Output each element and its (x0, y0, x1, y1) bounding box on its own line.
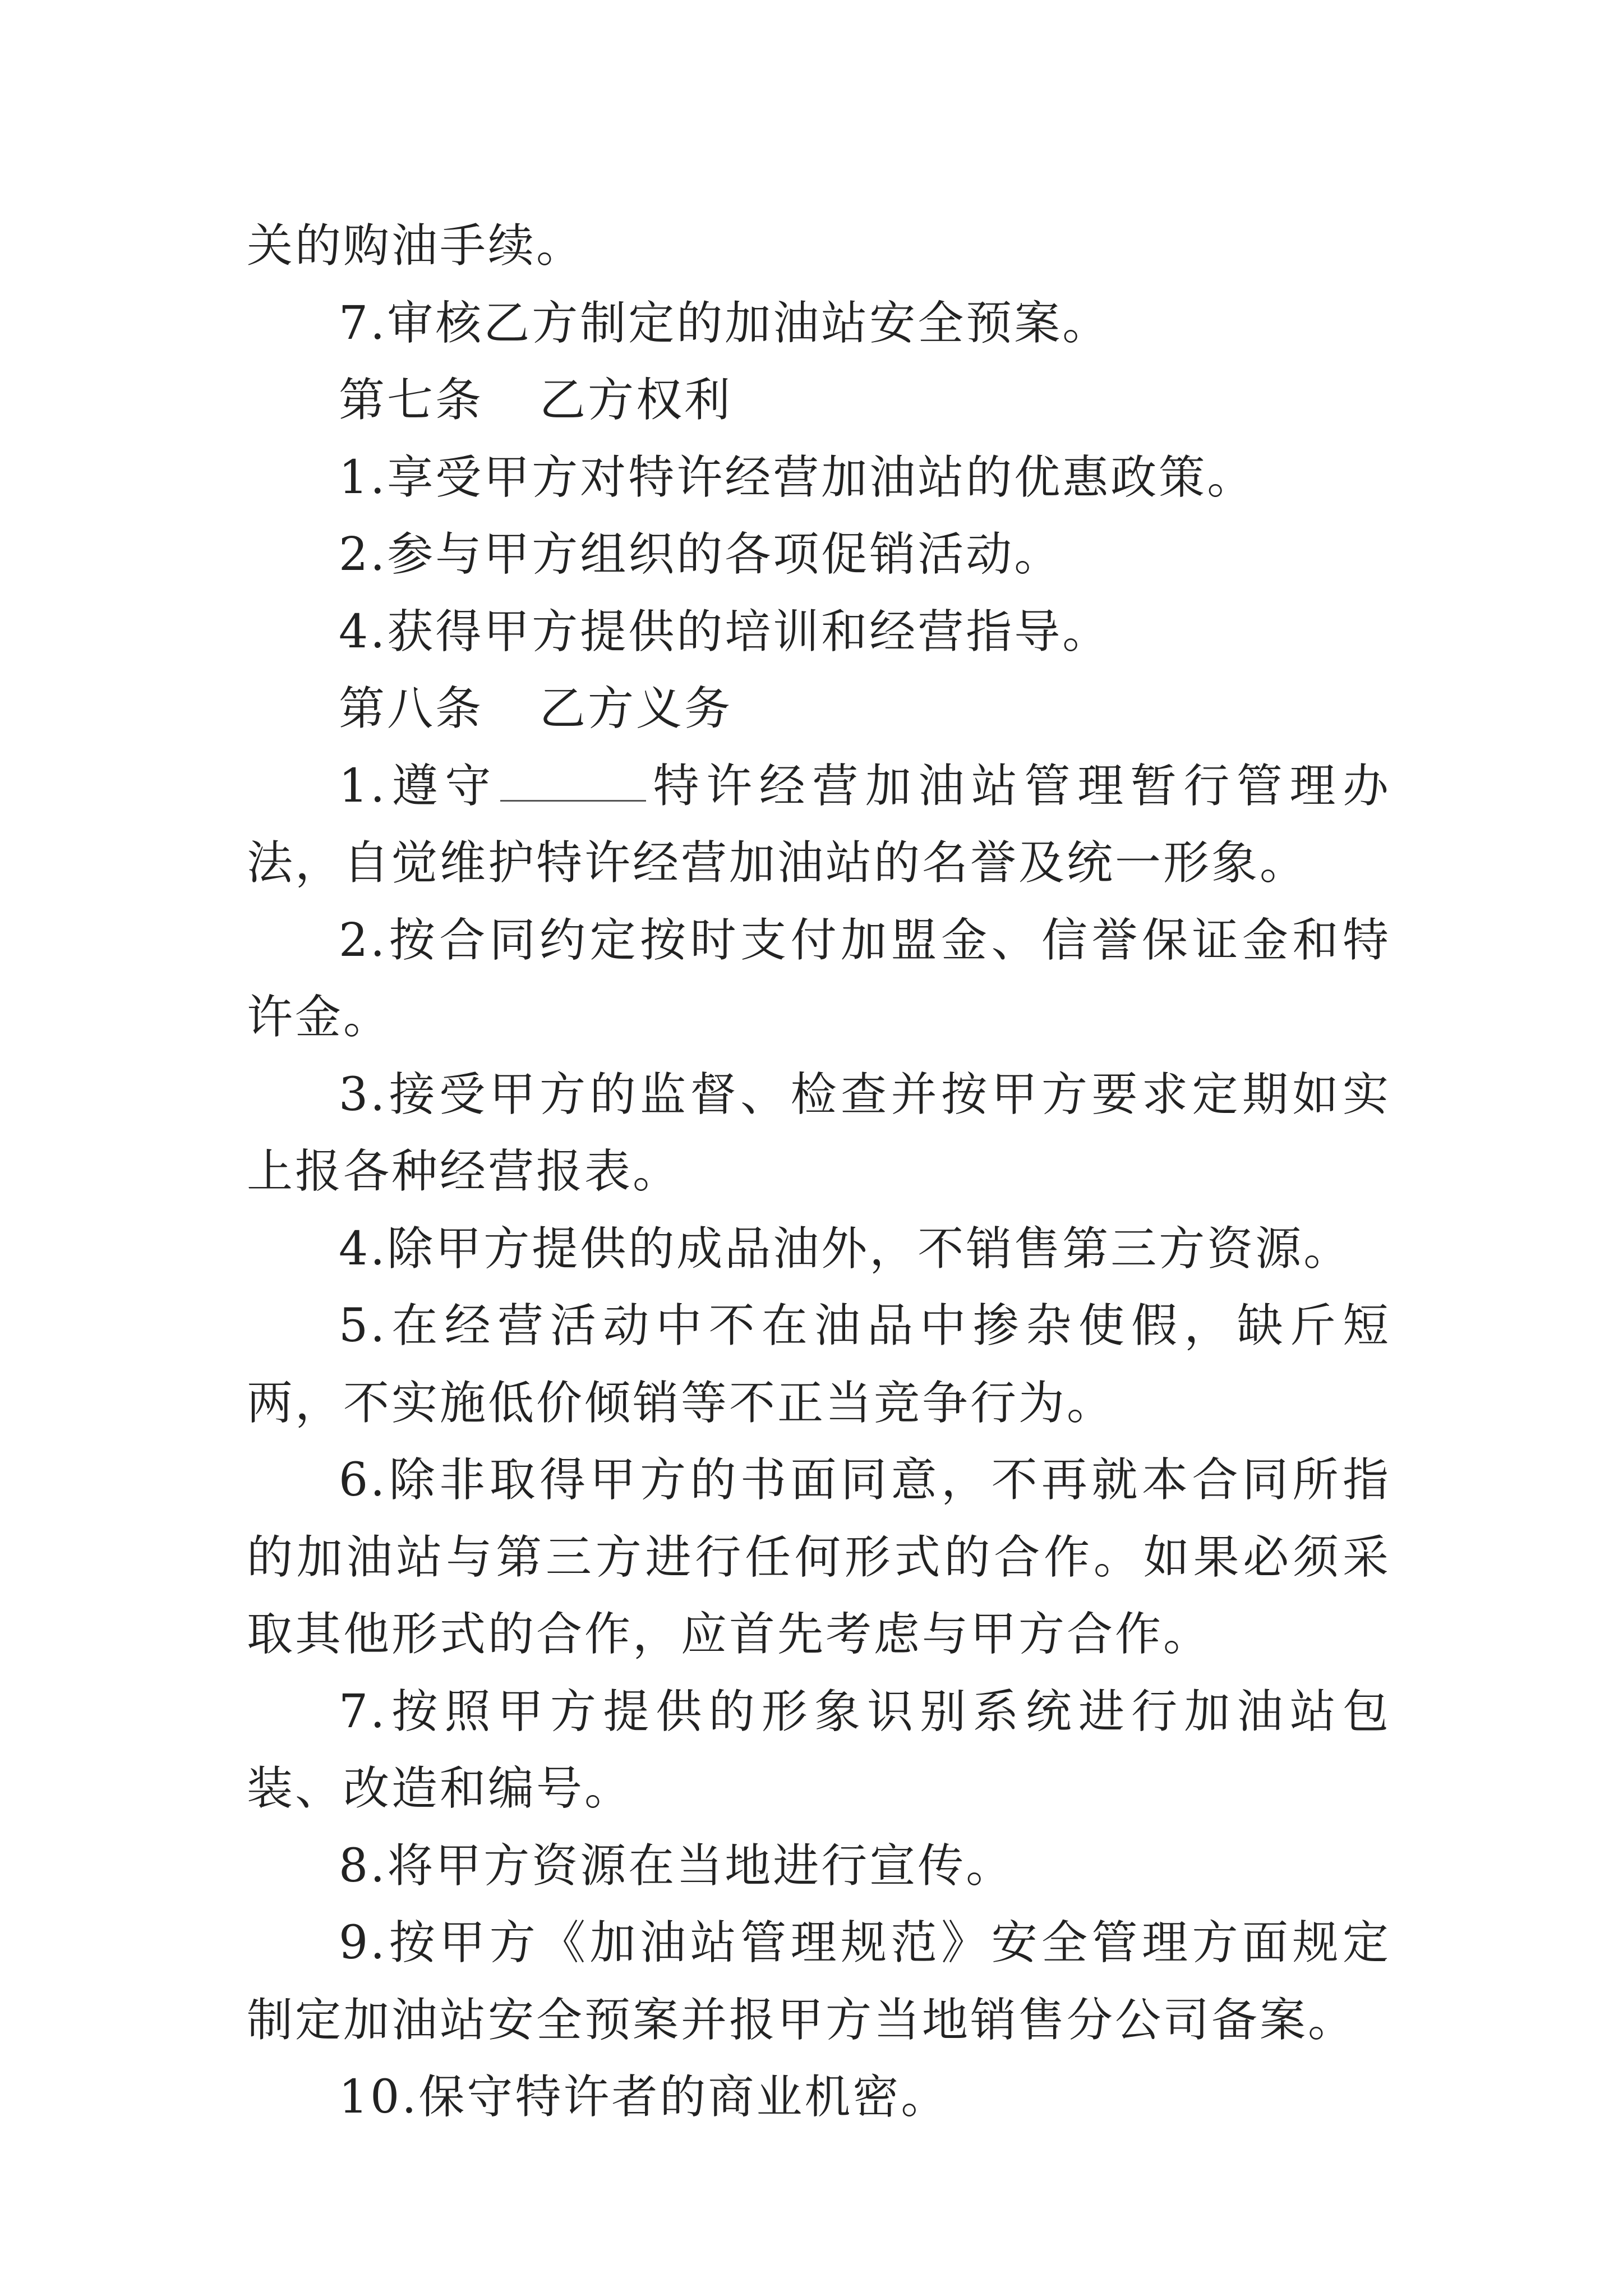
paragraph-duty-6: 6.除非取得甲方的书面同意，不再就本合同所指的加油站与第三方进行任何形式的合作。如果必须采取其他形式的合作，应首先考虑与甲方合作。 (247, 1453, 1391, 1661)
article-8-label: 第八条 (339, 682, 484, 735)
paragraph-right-4: 4.获得甲方提供的培训和经营指导。 (339, 605, 1111, 659)
article-7-label: 第七条 (339, 374, 484, 427)
fill-in-blank (500, 761, 646, 802)
article-7-title: 乙方权利 (540, 374, 733, 427)
paragraph-duty-1-rest: 特许经营加油站管理暂行管理办法，自觉维护特许经营加油站的名誉及统一形象。 (247, 759, 1391, 890)
paragraph-duty-10: 10.保守特许者的商业机密。 (339, 2070, 949, 2124)
paragraph-duty-1 (247, 748, 1391, 902)
paragraph-duty-8: 8.将甲方资源在当地进行宣传。 (339, 1839, 1015, 1893)
paragraph-duty-7: 7.按照甲方提供的形象识别系统进行加油站包装、改造和编号。 (247, 1685, 1391, 1815)
paragraph-duty-9: 9.按甲方《加油站管理规范》安全管理方面规定制定加油站安全预案并报甲方当地销售分公司备案。 (247, 1916, 1391, 2047)
paragraph-duty-1-start: 1.遵守 (339, 759, 498, 813)
paragraph-duty-2: 2.按合同约定按时支付加盟金、信誉保证金和特许金。 (247, 913, 1391, 1044)
paragraph-duty-5: 5.在经营活动中不在油品中掺杂使假，缺斤短两，不实施低价倾销等不正当竞争行为。 (247, 1299, 1391, 1430)
paragraph-continuation: 关的购油手续。 (247, 219, 585, 273)
paragraph-duty-4: 4.除甲方提供的成品油外，不销售第三方资源。 (339, 1222, 1352, 1276)
article-7-heading (247, 362, 1391, 439)
article-8-title: 乙方义务 (540, 682, 733, 735)
document-body (247, 208, 1391, 2136)
paragraph-item-7-audit: 7.审核乙方制定的加油站安全预案。 (339, 296, 1111, 350)
article-8-heading (247, 670, 1391, 748)
paragraph-right-2: 2.参与甲方组织的各项促销活动。 (339, 528, 1063, 581)
paragraph-right-1: 1.享受甲方对特许经营加油站的优惠政策。 (339, 450, 1256, 504)
paragraph-duty-3: 3.接受甲方的监督、检查并按甲方要求定期如实上报各种经营报表。 (247, 1068, 1391, 1198)
